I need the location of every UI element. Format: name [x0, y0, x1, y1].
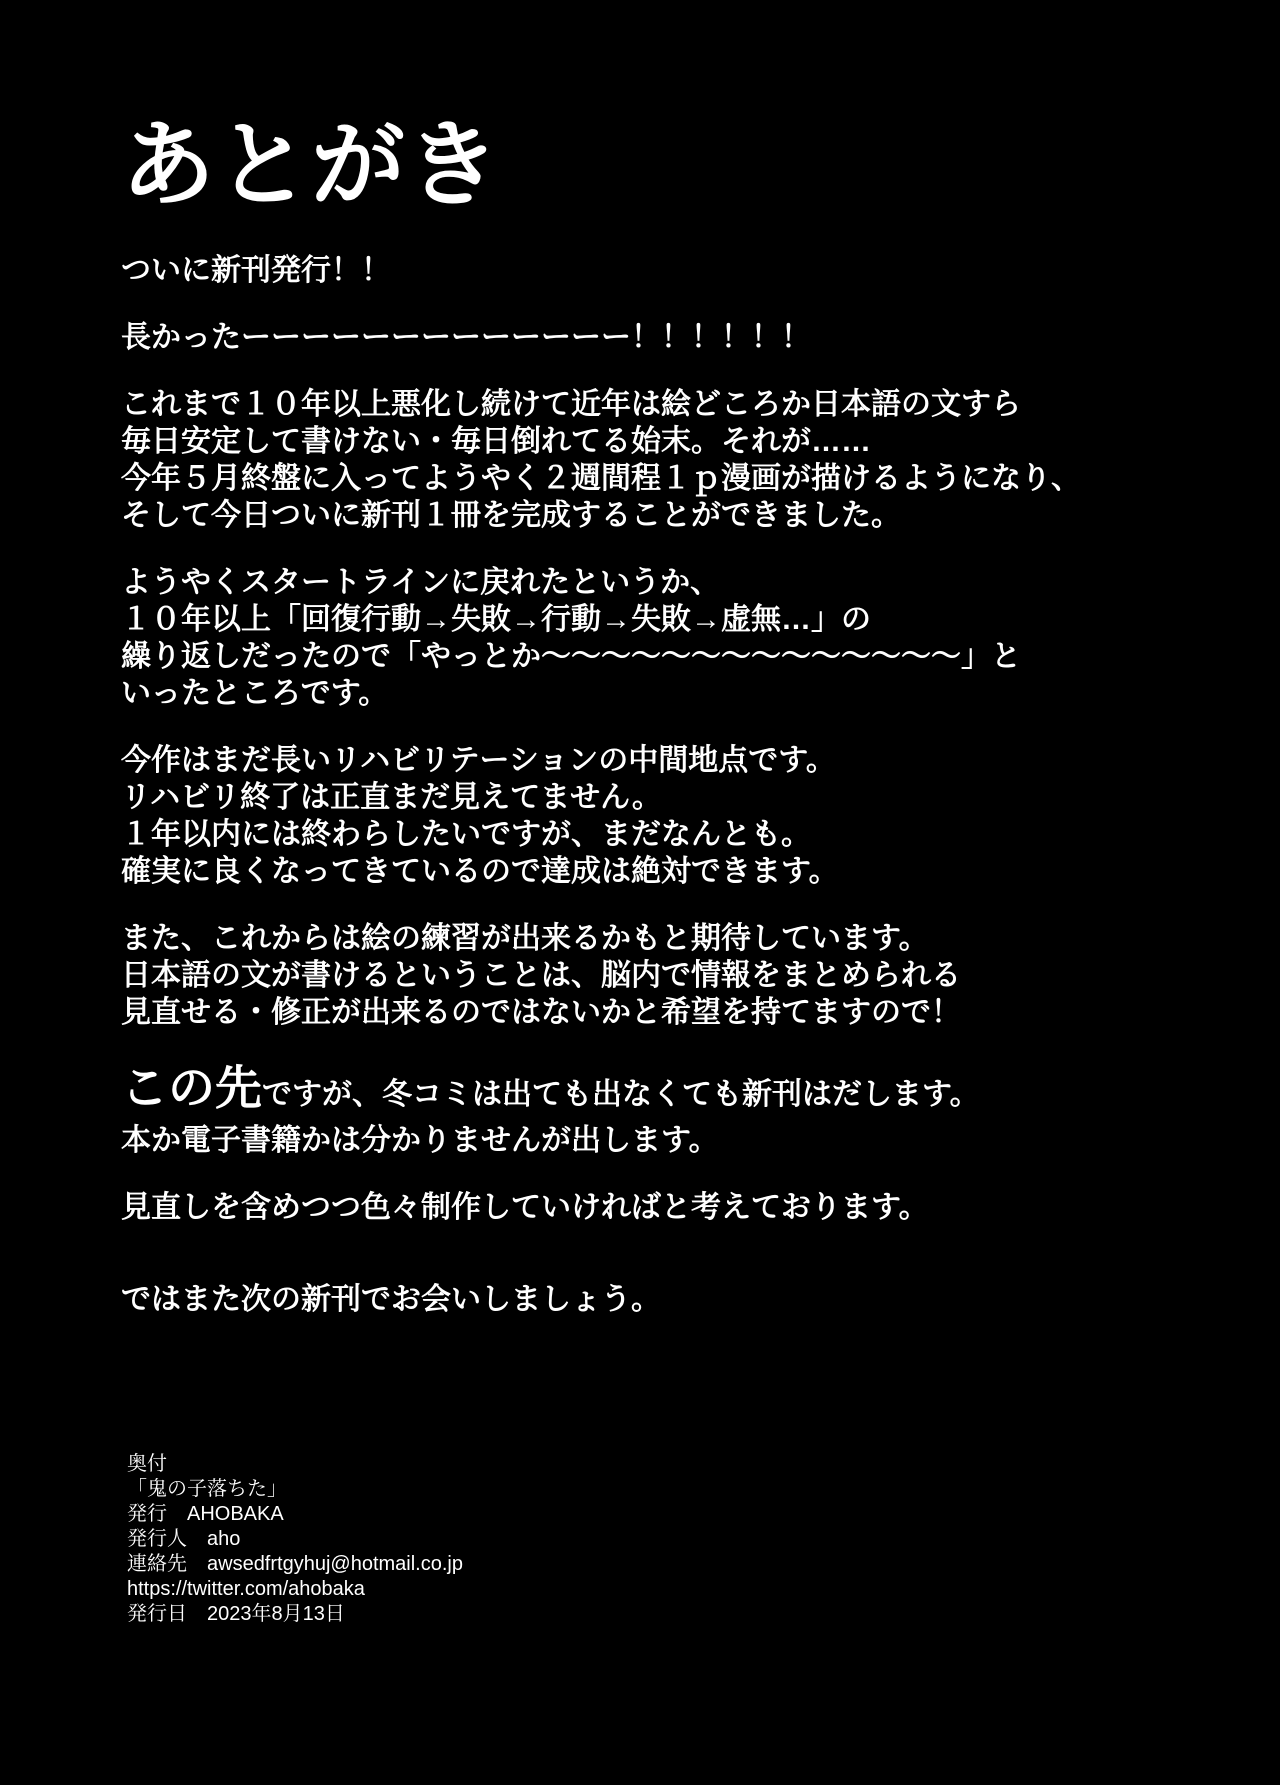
body-line: リハビリ終了は正直まだ見えてません。	[121, 781, 662, 814]
body-line: ようやくスタートラインに戻れたというか、	[121, 566, 721, 599]
body-line: そして今日ついに新刊１冊を完成することができました。	[121, 499, 901, 532]
production-note-paragraph	[121, 1189, 1201, 1226]
restart-paragraph	[121, 564, 1201, 712]
body-line: また、これからは絵の練習が出来るかもと期待しています。	[121, 922, 929, 955]
future-plans-line-1	[121, 1061, 1201, 1122]
body-line: 確実に良くなってきているので達成は絶対できます。	[121, 855, 839, 888]
production-note-line: 見直しを含めつつ色々制作していければと考えております。	[121, 1191, 929, 1224]
colophon-heading: 奥付	[127, 1453, 167, 1475]
colophon-publisher-person: 発行人 aho	[127, 1528, 241, 1550]
colophon-contact-email: 連絡先 awsedfrtgyhuj@hotmail.co.jp	[127, 1553, 463, 1575]
colophon-publish-date: 発行日 2023年8月13日	[127, 1603, 345, 1625]
colophon-publisher: 発行 AHOBAKA	[127, 1503, 284, 1525]
colophon-book-title: 「鬼の子落ちた」	[127, 1478, 287, 1500]
long-awaited-paragraph	[121, 319, 1201, 356]
body-line: ついに新刊発行！！	[121, 254, 391, 287]
body-line: 今作はまだ長いリハビリテーションの中間地点です。	[121, 744, 836, 777]
body-line: 見直せる・修正が出来るのではないかと希望を持てますので！	[121, 996, 961, 1029]
emphasis-lead: この先	[121, 1061, 262, 1114]
future-plans-line-2: 本か電子書籍かは分かりませんが出します。	[121, 1124, 719, 1157]
body-line: 日本語の文が書けるということは、脳内で情報をまとめられる	[121, 959, 961, 992]
farewell-paragraph	[121, 1281, 1201, 1318]
body-line: 長かったーーーーーーーーーーーーー！！！！！！	[121, 321, 811, 354]
page-title: あとがき	[121, 112, 502, 217]
future-plans-paragraph	[121, 1061, 1201, 1159]
rehab-status-paragraph	[121, 742, 1201, 890]
body-line: 毎日安定して書けない・毎日倒れてる始末。それが……	[121, 425, 871, 458]
body-line: １０年以上「回復行動→失敗→行動→失敗→虚無…」の	[121, 603, 871, 636]
colophon-twitter-url: https://twitter.com/ahobaka	[127, 1578, 365, 1600]
body-line: これまで１０年以上悪化し続けて近年は絵どころか日本語の文すら	[121, 388, 1021, 421]
colophon	[127, 1452, 463, 1627]
body-line: いったところです。	[121, 677, 389, 710]
body-line: 今年５月終盤に入ってようやく２週間程１ｐ漫画が描けるようになり、	[121, 462, 1081, 495]
emphasis-rest: ですが、冬コミは出ても出なくても新刊はだします。	[262, 1078, 980, 1111]
body-line: 繰り返しだったので「やっとか～～～～～～～～～～～～～～」と	[121, 640, 1021, 673]
practice-hope-paragraph	[121, 920, 1201, 1031]
farewell-line: ではまた次の新刊でお会いしましょう。	[121, 1283, 661, 1316]
recovery-history-paragraph	[121, 386, 1201, 534]
intro-paragraph	[121, 252, 1201, 289]
afterword-body	[121, 252, 1201, 1031]
afterword-content	[121, 0, 1201, 1348]
body-line: １年以内には終わらしたいですが、まだなんとも。	[121, 818, 811, 851]
